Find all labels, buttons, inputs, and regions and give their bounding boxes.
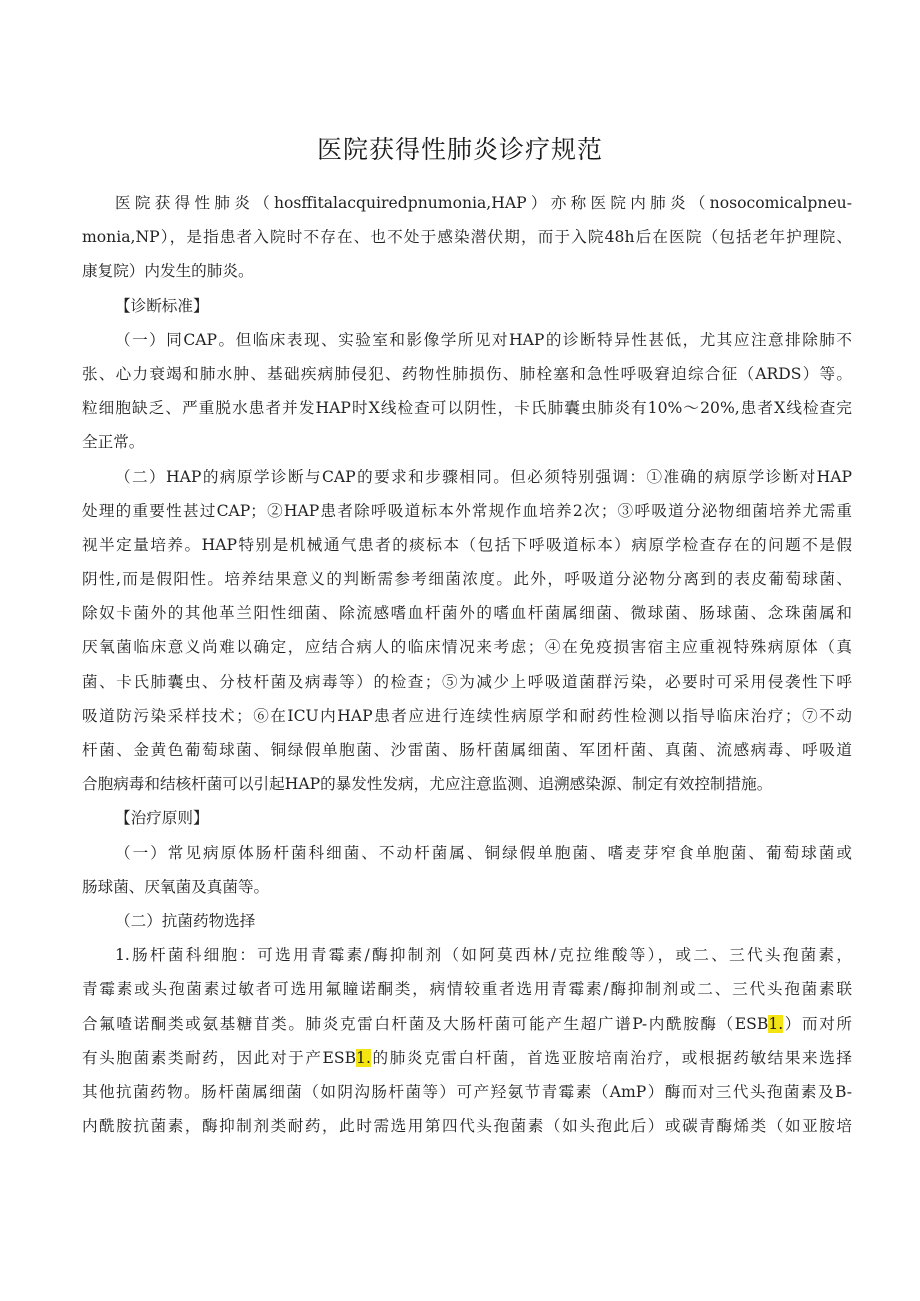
- paragraph-line: 康复院）内发生的肺炎。: [82, 262, 254, 281]
- paragraph-line: 内酰胺抗菌素，酶抑制剂类耐药，此时需选用第四代头孢菌素（如头孢此后）或碳青酶烯类（如亚胺培: [82, 1117, 852, 1136]
- paragraph-line: monia,NP），是指患者入院时不存在、也不处于感染潜伏期，而于入院48h后在医院（包括老年护理院、: [82, 228, 852, 247]
- paragraph-line: 厌氧菌临床意义尚难以确定，应结合病人的临床情况来考虑；④在免疫损害宿主应重视特殊病原体（真: [82, 638, 852, 657]
- paragraph-line-highlighted: [82, 1007, 852, 1041]
- paragraph-line: 处理的重要性甚过CAP；②HAP患者除呼吸道标本外常规作血培养2次；③呼吸道分泌物细菌培养尤需重: [82, 501, 852, 520]
- paragraph-antibiotics-1: [82, 938, 852, 1143]
- paragraph-line: 视半定量培养。HAP特别是机械通气患者的痰标本（包括下呼吸道标本）病原学检查存在的问题不是假: [82, 535, 852, 554]
- paragraph-line-highlighted: [82, 1041, 852, 1075]
- paragraph-line: 其他抗菌药物。肠杆菌属细菌（如阴沟肠杆菌等）可产羟氨节青霉素（AmP）酶而对三代头孢菌素及B-: [82, 1082, 852, 1101]
- paragraph-treatment-1: [82, 836, 852, 904]
- paragraph-line: 除奴卡菌外的其他革兰阳性细菌、除流感嗜血杆菌外的嗜血杆菌属细菌、微球菌、肠球菌、念珠菌属和: [82, 604, 852, 623]
- document-body: [82, 186, 852, 1143]
- section-heading-diagnosis: 【诊断标准】: [115, 296, 209, 315]
- line-text: 合氟喳诺酮类或氨基糖苜类。肺炎克雷白杆菌及大肠杆菌可能产生超广谱P-内酰胺酶（ESB: [82, 1014, 769, 1033]
- line-text: 的肺炎克雷白杆菌，首选亚胺培南治疗，或根据药敏结果来选择: [370, 1048, 852, 1067]
- paragraph-line: 全正常。: [82, 433, 145, 452]
- subsection-heading-antibiotics: （二）抗菌药物选择: [115, 911, 256, 930]
- paragraph-diagnosis-2: [82, 460, 852, 802]
- paragraph-line: 1.肠杆菌科细胞：可选用青霉素/酶抑制剂（如阿莫西林/克拉维酸等），或二、三代头孢菌素，: [115, 946, 852, 965]
- paragraph-line: （二）HAP的病原学诊断与CAP的要求和步骤相同。但必须特别强调：①准确的病原学诊断对HAP: [115, 467, 852, 486]
- paragraph-line: 肠球菌、厌氧菌及真菌等。: [82, 877, 270, 896]
- paragraph-line: （一）常见病原体肠杆菌科细菌、不动杆菌属、铜绿假单胞菌、嗜麦芽窄食单胞菌、葡萄球菌或: [115, 843, 852, 862]
- paragraph-line: （一）同CAP。但临床表现、实验室和影像学所见对HAP的诊断特异性甚低，尤其应注意排除肺不: [115, 330, 852, 349]
- paragraph-diagnosis-1: [82, 323, 852, 460]
- line-text: 有头胞菌素类耐药，因此对于产ESB: [82, 1048, 357, 1067]
- section-heading-treatment: 【治疗原则】: [115, 809, 209, 828]
- paragraph-line: 医院获得性肺炎（hosffitalacquiredpnumonia,HAP）亦称医院内肺炎（nosocomicalpneu-: [115, 194, 852, 212]
- line-text: ）而对所: [783, 1014, 852, 1033]
- paragraph-line: 菌、卡氏肺囊虫、分枝杆菌及病毒等）的检查；⑤为减少上呼吸道菌群污染，必要时可采用侵袭性下呼: [82, 672, 852, 691]
- paragraph-line: 青霉素或头孢菌素过敏者可选用氟瞳诺酮类，病情较重者选用青霉素/酶抑制剂或二、三代头孢菌素联: [82, 980, 852, 999]
- paragraph-line: 张、心力衰竭和肺水肿、基础疾病肺侵犯、药物性肺损伤、肺栓塞和急性呼吸窘迫综合征（ARDS）等。: [82, 364, 852, 383]
- highlight-mark: 1.: [356, 1048, 371, 1067]
- page-title: 医院获得性肺炎诊疗规范: [316, 135, 603, 164]
- paragraph-line: 粒细胞缺乏、严重脱水患者并发HAP时X线检查可以阴性，卡氏肺囊虫肺炎有10%～20%,患者X线检查完: [82, 399, 852, 418]
- paragraph-line: 吸道防污染采样技术；⑥在ICU内HAP患者应进行连续性病原学和耐药性检测以指导临床治疗；⑦不动: [82, 706, 852, 725]
- paragraph-line: 杆菌、金黄色葡萄球菌、铜绿假单胞菌、沙雷菌、肠杆菌属细菌、军团杆菌、真菌、流感病毒、呼吸道: [82, 741, 852, 759]
- paragraph-intro: [82, 186, 852, 289]
- paragraph-line: 阴性,而是假阳性。培养结果意义的判断需参考细菌浓度。此外，呼吸道分泌物分离到的表皮葡萄球菌、: [82, 570, 852, 589]
- highlight-mark: 1.: [768, 1014, 784, 1033]
- paragraph-line: 合胞病毒和结核杆菌可以引起HAP的暴发性发病，尤应注意监测、追溯感染源、制定有效控制措施。: [82, 775, 773, 794]
